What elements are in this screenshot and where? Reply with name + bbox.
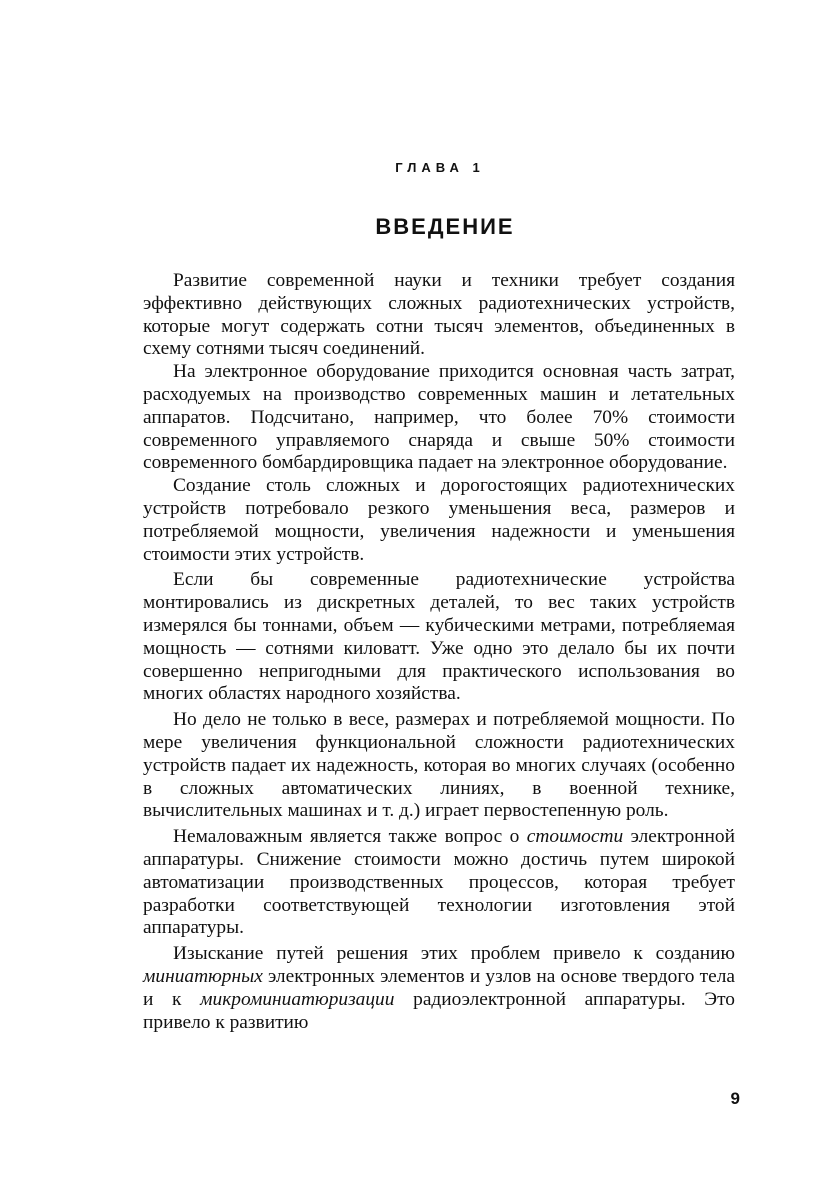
chapter-title: ВВЕДЕНИЕ (375, 214, 515, 239)
paragraph: Развитие современной науки и техники требует создания эффективно действующих сложных радиотехнических устройств, которые могут содержать сотни тысяч элементов, объединенных в схему сотнями тысяч соединений. (143, 270, 735, 360)
paragraph: Если бы современные радиотехнические устройства монтировались из дискретных деталей, то вес таких устройств измерялся бы тоннами, объем — кубическими метрами, потребляемая мощность — сотнями киловатт. Уже одно это делало бы их почти совершенно непригодными для практического использования во многих областях народного хозяйства. (143, 569, 735, 705)
paragraph-text: радиоэлектронной аппаратуры. Это привело к развитию (143, 988, 736, 1033)
paragraph-text: электронной аппаратуры. Снижение стоимости можно достичь путем широкой автоматизации производственных процессов, которая требует разработки соответствующей технологии изготовления этой аппаратуры. (143, 826, 735, 939)
chapter-label: ГЛАВА 1 (395, 160, 485, 175)
paragraph-text: Немаловажным является также вопрос о (173, 826, 527, 848)
emphasis-text: микроминиатюризации (200, 988, 395, 1010)
paragraph (143, 826, 735, 940)
paragraph (143, 943, 735, 1034)
emphasis-text: миниатюрных (143, 965, 263, 987)
paragraph: Создание столь сложных и дорогостоящих радиотехнических устройств потребовало резкого уменьшения веса, размеров и потребляемой мощности, увеличения надежности и уменьшения стоимости этих устройств. (143, 475, 735, 565)
page-number: 9 (730, 1089, 740, 1108)
paragraph: Но дело не только в весе, размерах и потребляемой мощности. По мере увеличения функциональной сложности радиотехнических устройств падает их надежность, которая во многих случаях (особенно в сложных автоматических линиях, в военной технике, вычислительных машинах и т. д.) играет первостепенную роль. (143, 709, 735, 822)
paragraph-text: Изыскание путей решения этих проблем привело к созданию (173, 943, 735, 965)
emphasis-text: стоимости (526, 826, 624, 848)
paragraph-text: электронных элементов и узлов на основе твердого тела и к (143, 965, 735, 1010)
paragraph: На электронное оборудование приходится основная часть затрат, расходуемых на производство современных машин и летательных аппаратов. Подсчитано, например, что более 70% стоимости современного управляемого снаряда и свыше 50% стоимости современного бомбардировщика падает на электронное оборудование. (143, 361, 735, 474)
body-text (143, 270, 735, 1034)
